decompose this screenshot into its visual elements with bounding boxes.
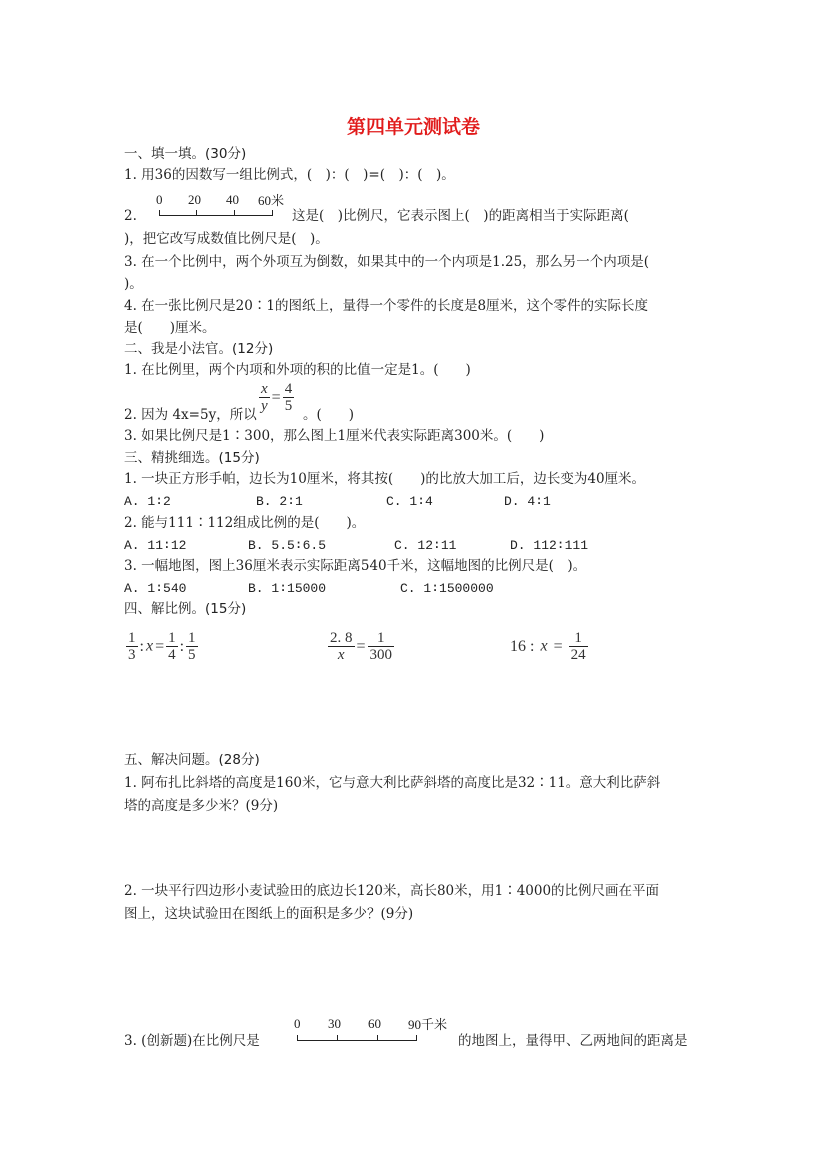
equation-2 [328, 630, 394, 663]
frac-denominator: 24 [570, 647, 586, 663]
frac-denominator: 5 [188, 647, 196, 663]
section-heading-fill-in: 一、填一填。(30分) [124, 146, 247, 162]
question-3-1: 1. 一块正方形手帕，边长为10厘米，将其按( )的比放大加工后，边长变为40厘米。 [124, 471, 646, 487]
question-1-3-b: )。 [124, 276, 143, 292]
question-5-1-b: 塔的高度是多少米？(9分) [124, 798, 279, 814]
option-c: C. 1∶4 [386, 494, 433, 509]
page-title: 第四单元测试卷 [346, 116, 480, 138]
variable-x: x [145, 637, 154, 655]
option-a: A. 1∶2 [124, 494, 171, 509]
scale-bar [159, 215, 273, 216]
question-2-2-prefix: 2. 因为 4x=5y，所以 [124, 407, 257, 423]
equation-3 [508, 630, 588, 663]
line-scale-q3 [292, 1016, 458, 1046]
scale-label-60: 60 [368, 1016, 381, 1031]
equals-sign: = [155, 637, 165, 655]
scale-label-40: 40 [226, 192, 239, 207]
frac-numerator: 2. 8 [330, 630, 353, 646]
scale-label-20: 20 [188, 192, 201, 207]
option-c: C. 1∶1500000 [400, 581, 494, 596]
question-5-3-suffix: 的地图上，量得甲、乙两地间的距离是 [458, 1033, 688, 1049]
colon: : [139, 637, 144, 655]
question-1-4-b: 是( )厘米。 [124, 320, 216, 336]
frac-denominator: 300 [369, 647, 393, 663]
scale-tick [337, 1035, 338, 1041]
scale-tick [297, 1035, 298, 1041]
scale-tick [159, 210, 160, 216]
frac-numerator: 1 [168, 630, 176, 646]
scale-label-60: 60米 [258, 193, 285, 208]
line-scale-q2 [154, 192, 290, 222]
ratio-fraction-xy [259, 381, 294, 414]
scale-tick [416, 1035, 417, 1041]
frac-denominator: 4 [168, 647, 176, 663]
section-heading-solve: 四、解比例。(15分) [124, 601, 247, 617]
equation-1 [126, 630, 198, 663]
question-5-2-b: 图上，这块试验田在图纸上的面积是多少？(9分) [124, 906, 414, 922]
scale-label-0: 0 [294, 1016, 301, 1031]
colon: : [179, 637, 185, 655]
frac-numerator: 1 [569, 630, 588, 647]
option-d: D. 4∶1 [504, 494, 551, 509]
question-5-3-prefix: 3. (创新题)在比例尺是 [124, 1033, 260, 1049]
scale-label-90: 90千米 [408, 1017, 448, 1032]
equation-lhs: 16 : [510, 637, 539, 655]
option-d: D. 112∶111 [510, 538, 589, 553]
option-b: B. 2∶1 [256, 494, 303, 509]
frac-numerator: 1 [188, 630, 196, 646]
variable-x: x [540, 637, 548, 655]
scale-tick [272, 210, 273, 216]
scale-label-0: 0 [156, 192, 163, 207]
equals-sign: = [356, 637, 366, 655]
question-1-1: 1. 用36的因数写一组比例式，( )：( )=( )：( )。 [124, 167, 455, 183]
frac-denominator: y [261, 398, 268, 414]
scale-tick [377, 1035, 378, 1041]
equals-sign: = [271, 388, 281, 406]
question-1-4-a: 4. 在一张比例尺是20∶1的图纸上，量得一个零件的长度是8厘米，这个零件的实际长度 [124, 298, 649, 314]
frac-numerator: x [261, 381, 268, 397]
option-b: B. 1∶15000 [248, 581, 327, 596]
question-1-2-text-a: 这是( )比例尺，它表示图上( )的距离相当于实际距离( [292, 208, 629, 224]
frac-numerator: 1 [368, 630, 395, 647]
section-heading-problems: 五、解决问题。(28分) [124, 752, 260, 768]
section-heading-choice: 三、精挑细选。(15分) [124, 450, 260, 466]
option-c: C. 12∶11 [394, 538, 457, 553]
frac-numerator: 1 [128, 630, 136, 646]
option-a: A. 11∶12 [124, 538, 187, 553]
question-2-2-suffix: 。( ) [303, 407, 355, 423]
section-heading-judge: 二、我是小法官。(12分) [124, 341, 274, 357]
frac-numerator: 4 [284, 381, 293, 397]
question-3-3: 3. 一幅地图，图上36厘米表示实际距离540千米，这幅地图的比例尺是( )。 [124, 558, 587, 574]
option-a: A. 1∶540 [124, 581, 187, 596]
frac-denominator: 3 [128, 647, 136, 663]
scale-tick [196, 210, 197, 216]
scale-tick [234, 210, 235, 216]
equals-sign: = [549, 637, 567, 655]
question-1-2-text-b: )，把它改写成数值比例尺是( )。 [124, 231, 329, 247]
question-2-1: 1. 在比例里，两个内项和外项的积的比值一定是1。( ) [124, 362, 471, 378]
scale-bar [297, 1040, 417, 1041]
option-b: B. 5.5∶6.5 [248, 538, 327, 553]
question-1-2-number: 2. [124, 208, 137, 224]
question-2-3: 3. 如果比例尺是1∶300，那么图上1厘米代表实际距离300米。( ) [124, 428, 545, 444]
scale-label-30: 30 [328, 1016, 341, 1031]
question-5-1-a: 1. 阿布扎比斜塔的高度是160米，它与意大利比萨斜塔的高度比是32∶11。意大利比萨斜 [124, 775, 661, 791]
question-1-3-a: 3. 在一个比例中，两个外项互为倒数，如果其中的一个内项是1.25，那么另一个内项是( [124, 254, 649, 270]
frac-denominator: 5 [284, 398, 293, 414]
question-3-2: 2. 能与111∶112组成比例的是( )。 [124, 515, 366, 531]
frac-denominator: x [337, 647, 345, 663]
question-5-2-a: 2. 一块平行四边形小麦试验田的底边长120米，高长80米，用1∶4000的比例尺画在平面 [124, 883, 660, 899]
